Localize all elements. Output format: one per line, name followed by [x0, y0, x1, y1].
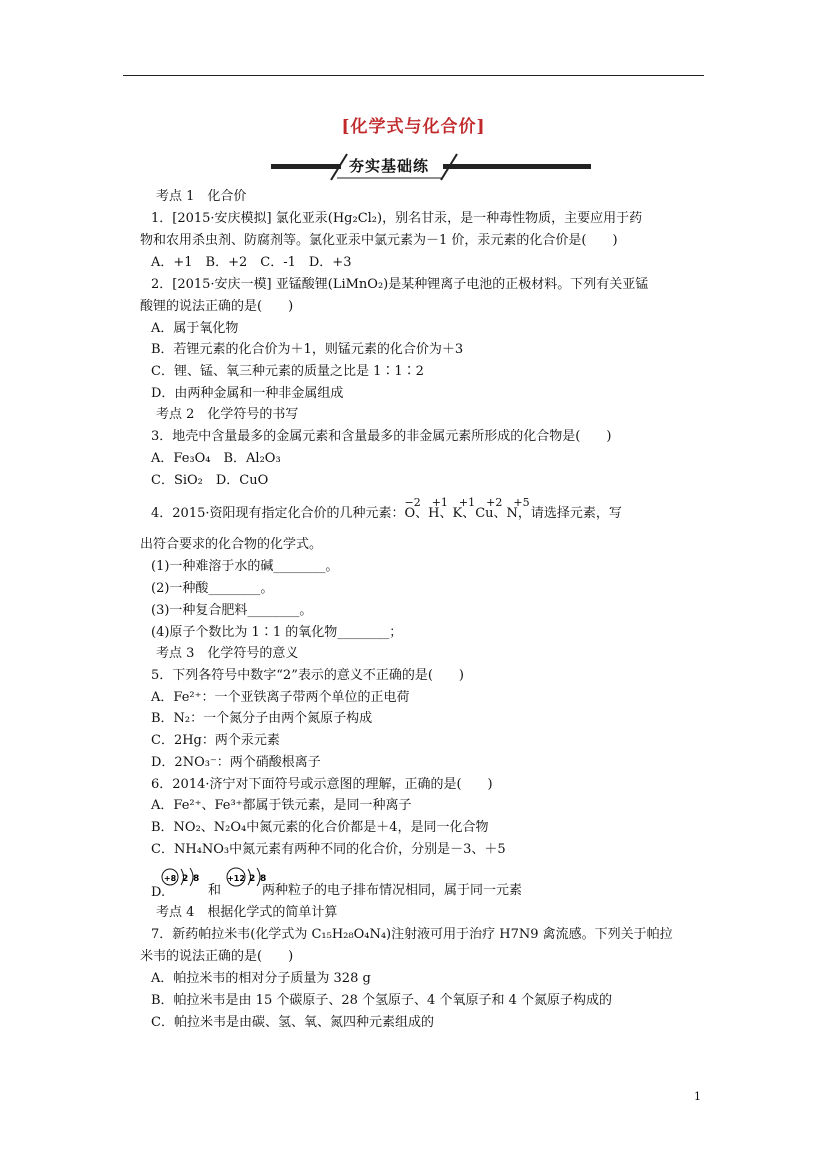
- svg-text:+8: +8: [163, 874, 177, 883]
- svg-text:+12: +12: [227, 874, 245, 883]
- q7-option-b: B．帕拉米韦是由 15 个碳原子、28 个氢原子、4 个氧原子和 4 个氮原子构成的: [151, 993, 612, 1008]
- q5-option-a: A．Fe²⁺：一个亚铁离子带两个单位的正电荷: [151, 690, 410, 705]
- q3-options-ab: A．Fe₃O₄ B．Al₂O₃: [151, 451, 281, 466]
- q3-options-cd: C．SiO₂ D．CuO: [151, 473, 269, 488]
- q4-line-1-prefix: 4．2015·资阳现有指定化合价的几种元素：: [151, 506, 405, 521]
- page-number: 1: [694, 1090, 701, 1103]
- q5-line-1: 5．下列各符号中数字“2”表示的意义不正确的是( ): [151, 668, 464, 683]
- q6-option-d-and: 和: [208, 883, 222, 898]
- q6-option-b: B．NO₂、N₂O₄中氮元素的化合价都是＋4，是同一化合物: [151, 820, 489, 835]
- q4-line-1: [151, 496, 622, 522]
- q1-line-1: 1．[2015·安庆模拟] 氯化亚汞(Hg₂Cl₂)，别名甘汞，是一种毒性物质，主要应用于药: [151, 211, 643, 226]
- q7-line-2: 米韦的说法正确的是( ): [140, 949, 294, 964]
- q2-option-d: D．由两种金属和一种非金属组成: [151, 386, 344, 401]
- q7-option-c: C．帕拉米韦是由碳、氢、氧、氮四种元素组成的: [151, 1015, 434, 1030]
- q6-option-a: A．Fe²⁺、Fe³⁺都属于铁元素，是同一种离子: [151, 798, 412, 813]
- section-banner-text: 夯实基础练: [348, 157, 429, 175]
- svg-text:8: 8: [193, 874, 200, 884]
- page-title: [化学式与化合价]: [341, 117, 486, 137]
- oxygen-ion-diagram: [162, 868, 199, 886]
- q4-item-2: (2)一种酸________。: [151, 581, 274, 596]
- q6-line-1: 6．2014·济宁对下面符号或示意图的理解，正确的是( ): [151, 777, 493, 792]
- q1-line-2: 物和农用杀虫剂、防腐剂等。氯化亚汞中氯元素为－1 价，汞元素的化合价是( ): [140, 233, 618, 248]
- q4-item-3: (3)一种复合肥料________。: [151, 603, 313, 618]
- topic-4-heading: 考点 4 根据化学式的简单计算: [156, 905, 338, 920]
- q5-option-c: C．2Hg：两个汞元素: [151, 733, 280, 748]
- q5-option-b: B．N₂：一个氮分子由两个氮原子构成: [151, 711, 373, 726]
- topic-1-heading: 考点 1 化合价: [156, 189, 247, 204]
- q4-item-1: (1)一种难溶于水的碱________。: [151, 559, 339, 574]
- topic-2-heading: 考点 2 化学符号的书写: [156, 407, 299, 422]
- q2-line-2: 酸锂的说法正确的是( ): [140, 299, 294, 314]
- q6-option-c: C．NH₄NO₃中氮元素有两种不同的化合价，分别是－3、＋5: [151, 842, 506, 857]
- svg-text:8: 8: [260, 874, 267, 884]
- q4-line-1-suffix: ，请选择元素，写: [517, 506, 622, 521]
- q7-option-a: A．帕拉米韦的相对分子质量为 328 g: [151, 971, 371, 986]
- svg-text:2: 2: [182, 874, 189, 884]
- valence-elements: [404, 496, 530, 522]
- magnesium-ion-diagram: [227, 868, 266, 886]
- q2-line-1: 2．[2015·安庆一模] 亚锰酸锂(LiMnO₂)是某种锂离子电池的正极材料。下列有关亚锰: [151, 277, 649, 292]
- q2-option-a: A．属于氧化物: [151, 321, 239, 336]
- q3-line-1: 3．地壳中含量最多的金属元素和含量最多的非金属元素所形成的化合物是( ): [151, 429, 612, 444]
- q5-option-d: D．2NO₃⁻：两个硝酸根离子: [151, 755, 321, 770]
- q7-line-1: 7．新药帕拉米韦(化学式为 C₁₅H₂₈O₄N₄)注射液可用于治疗 H7N9 禽流感。下列关于帕拉: [151, 927, 673, 942]
- q4-line-2: 出符合要求的化合物的化学式。: [140, 537, 323, 552]
- header-rule: [123, 75, 704, 76]
- svg-text:2: 2: [249, 874, 256, 884]
- q1-options: A．+1 B．+2 C．-1 D．+3: [151, 255, 352, 270]
- valence-values: −2 +1 +1 +2 +5: [404, 496, 530, 509]
- element-symbols: O、H、K、Cu、N: [404, 506, 518, 521]
- q4-item-4: (4)原子个数比为 1∶1 的氧化物________；: [151, 625, 403, 640]
- q6-option-d-text: 两种粒子的电子排布情况相同，属于同一元素: [262, 883, 523, 898]
- q2-option-c: C．锂、锰、氧三种元素的质量之比是 1∶1∶2: [151, 364, 424, 379]
- q6-option-d-label: D.: [151, 885, 166, 900]
- topic-3-heading: 考点 3 化学符号的意义: [156, 646, 299, 661]
- q2-option-b: B．若锂元素的化合价为＋1，则锰元素的化合价为＋3: [151, 342, 464, 357]
